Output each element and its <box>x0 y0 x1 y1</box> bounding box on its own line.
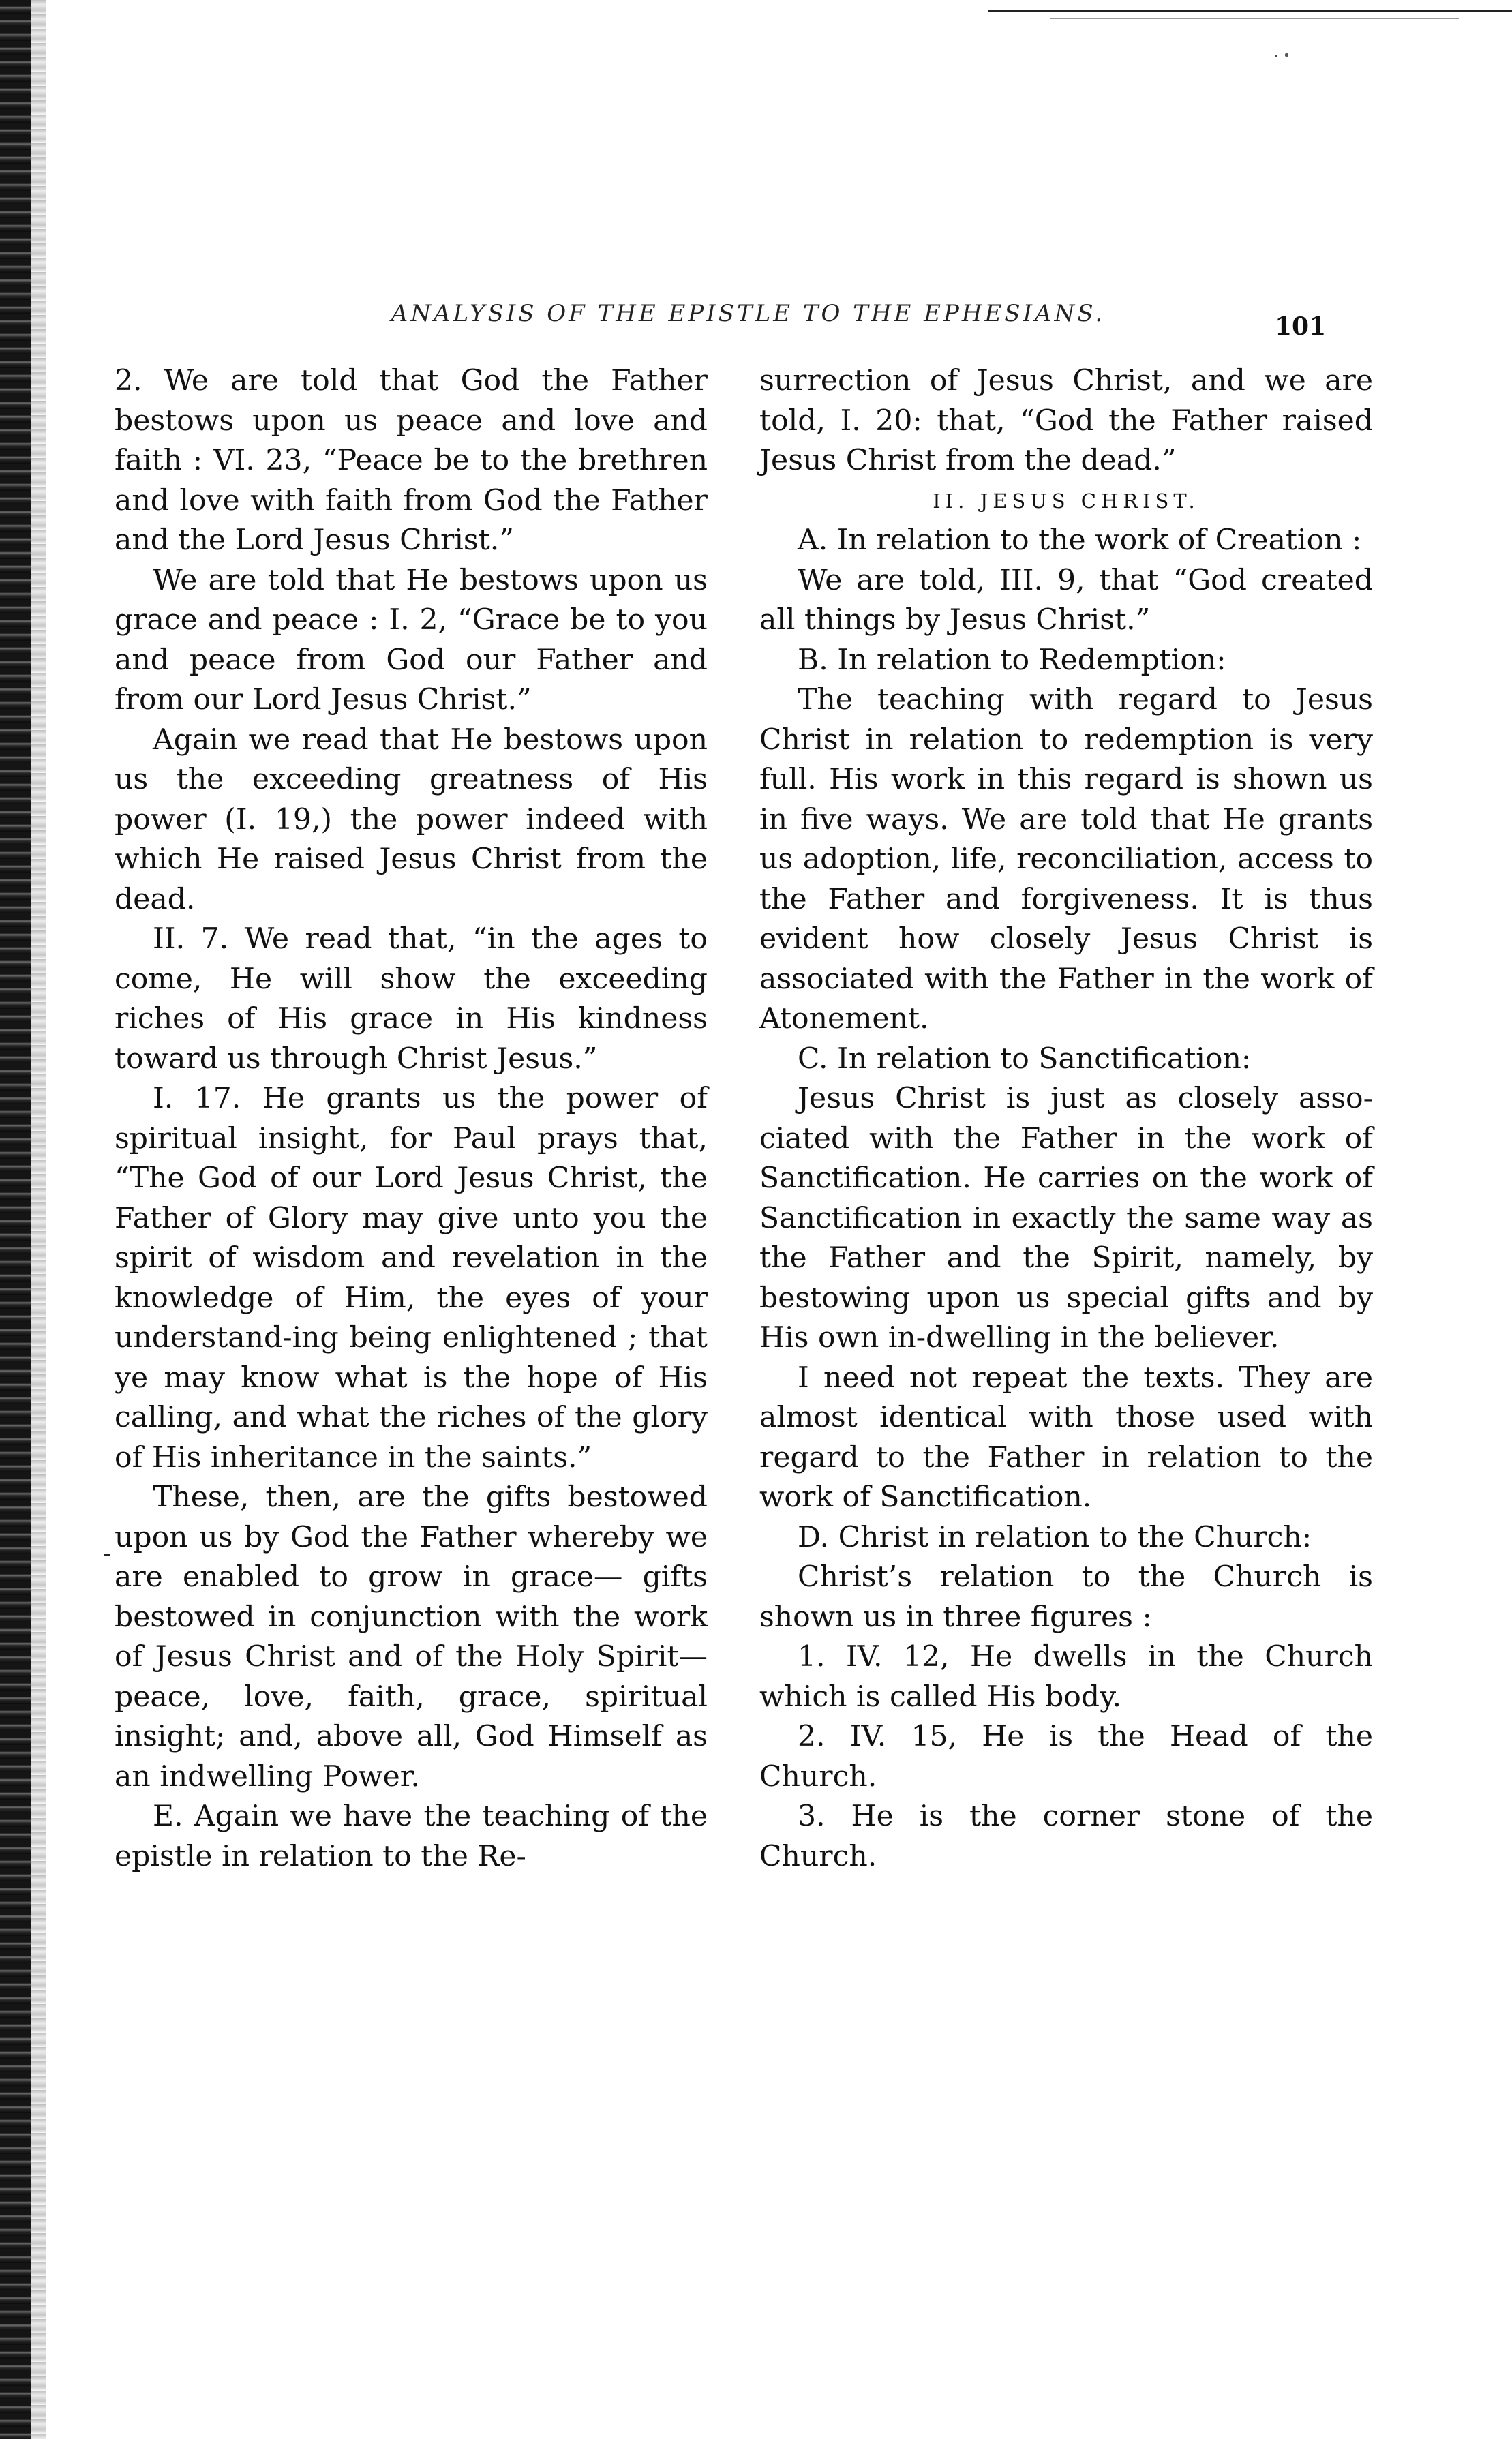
ink-speck <box>1275 55 1277 57</box>
paragraph: II. 7. We read that, “in the ages to come, He will show the exceeding riches of His grace in His kindness toward us through Christ Jesus.” <box>115 922 708 1076</box>
paragraph: B. In relation to Redemption: <box>798 643 1226 677</box>
paragraph: Christ’s relation to the Church is shown us in three figures : <box>759 1560 1373 1634</box>
paragraph: We are told, III. 9, that “God created all things by Jesus Christ.” <box>759 563 1373 637</box>
paragraph: Jesus Christ is just as closely asso-ciated with the Father in the work of Sanctification. He carries on the work of Sanctification in exactly the same way as the Father and the Spirit, namely, by bestowing upon us special gifts and by His own in-dwelling in the believer. <box>759 1082 1373 1354</box>
book-spine-shadow <box>0 0 31 2439</box>
margin-mark <box>104 1554 110 1556</box>
running-title: ANALYSIS OF THE EPISTLE TO THE EPHESIANS. <box>391 300 1106 327</box>
page-gutter-edge <box>31 0 46 2439</box>
paragraph: E. Again we have the teaching of the epistle in relation to the Re- <box>115 1800 708 1873</box>
paragraph: D. Christ in relation to the Church: <box>798 1520 1312 1554</box>
paragraph: I need not repeat the texts. They are almost identical with those used with regard to the Father in relation to the work of Sanctification. <box>759 1361 1373 1514</box>
paragraph: Again we read that He bestows upon us the exceeding greatness of His power (I. 19,) the power indeed with which He raised Jesus Christ from the dead. <box>115 723 708 916</box>
paragraph-continuation: surrection of Jesus Christ, and we are told, I. 20: that, “God the Father raised Jesus Christ from the dead.” <box>759 364 1373 477</box>
paragraph: I. 17. He grants us the power of spiritual insight, for Paul prays that, “The God of our Lord Jesus Christ, the Father of Glory may give unto you the spirit of wisdom and revelation in the knowledge of Him, the eyes of your understand-ing being enlightened ; that ye may know what is the hope of His calling, and what the riches of the glory of His inheritance in the saints.” <box>115 1082 708 1474</box>
paragraph: A. In relation to the work of Creation : <box>798 524 1362 557</box>
ink-speck <box>1285 53 1288 57</box>
paragraph: 2. We are told that God the Father bestows upon us peace and love and faith : VI. 23, “Peace be to the brethren and love with faith from God the Father and the Lord Jesus Christ.” <box>115 364 708 557</box>
left-column <box>115 361 708 1877</box>
top-edge-rule <box>988 10 1512 12</box>
page-number: 101 <box>1275 312 1327 341</box>
paragraph: C. In relation to Sanctification: <box>798 1042 1252 1076</box>
top-edge-rule-faint <box>1050 18 1459 19</box>
paragraph: 2. IV. 15, He is the Head of the Church. <box>759 1720 1373 1793</box>
paragraph: The teaching with regard to Jesus Christ in relation to redemption is very full. His work in this regard is shown us in five ways. We are told that He grants us adoption, life, reconciliation, access to the Father and forgiveness. It is thus evident how closely Jesus Christ is associated with the Father in the work of Atonement. <box>759 683 1373 1035</box>
paragraph: These, then, are the gifts bestowed upon us by God the Father whereby we are enabled to grow in grace— gifts bestowed in conjunction with the work of Jesus Christ and of the Holy Spirit—peace, love, faith, grace, spiritual insight; and, above all, God Himself as an indwelling Power. <box>115 1481 708 1793</box>
paragraph: 1. IV. 12, He dwells in the Church which is called His body. <box>759 1640 1373 1714</box>
paragraph: We are told that He bestows upon us grace and peace : I. 2, “Grace be to you and peace from God our Father and from our Lord Jesus Christ.” <box>115 563 708 716</box>
paragraph: 3. He is the corner stone of the Church. <box>759 1800 1373 1873</box>
section-heading: II. JESUS CHRIST. <box>933 489 1200 513</box>
right-column <box>759 361 1373 1877</box>
